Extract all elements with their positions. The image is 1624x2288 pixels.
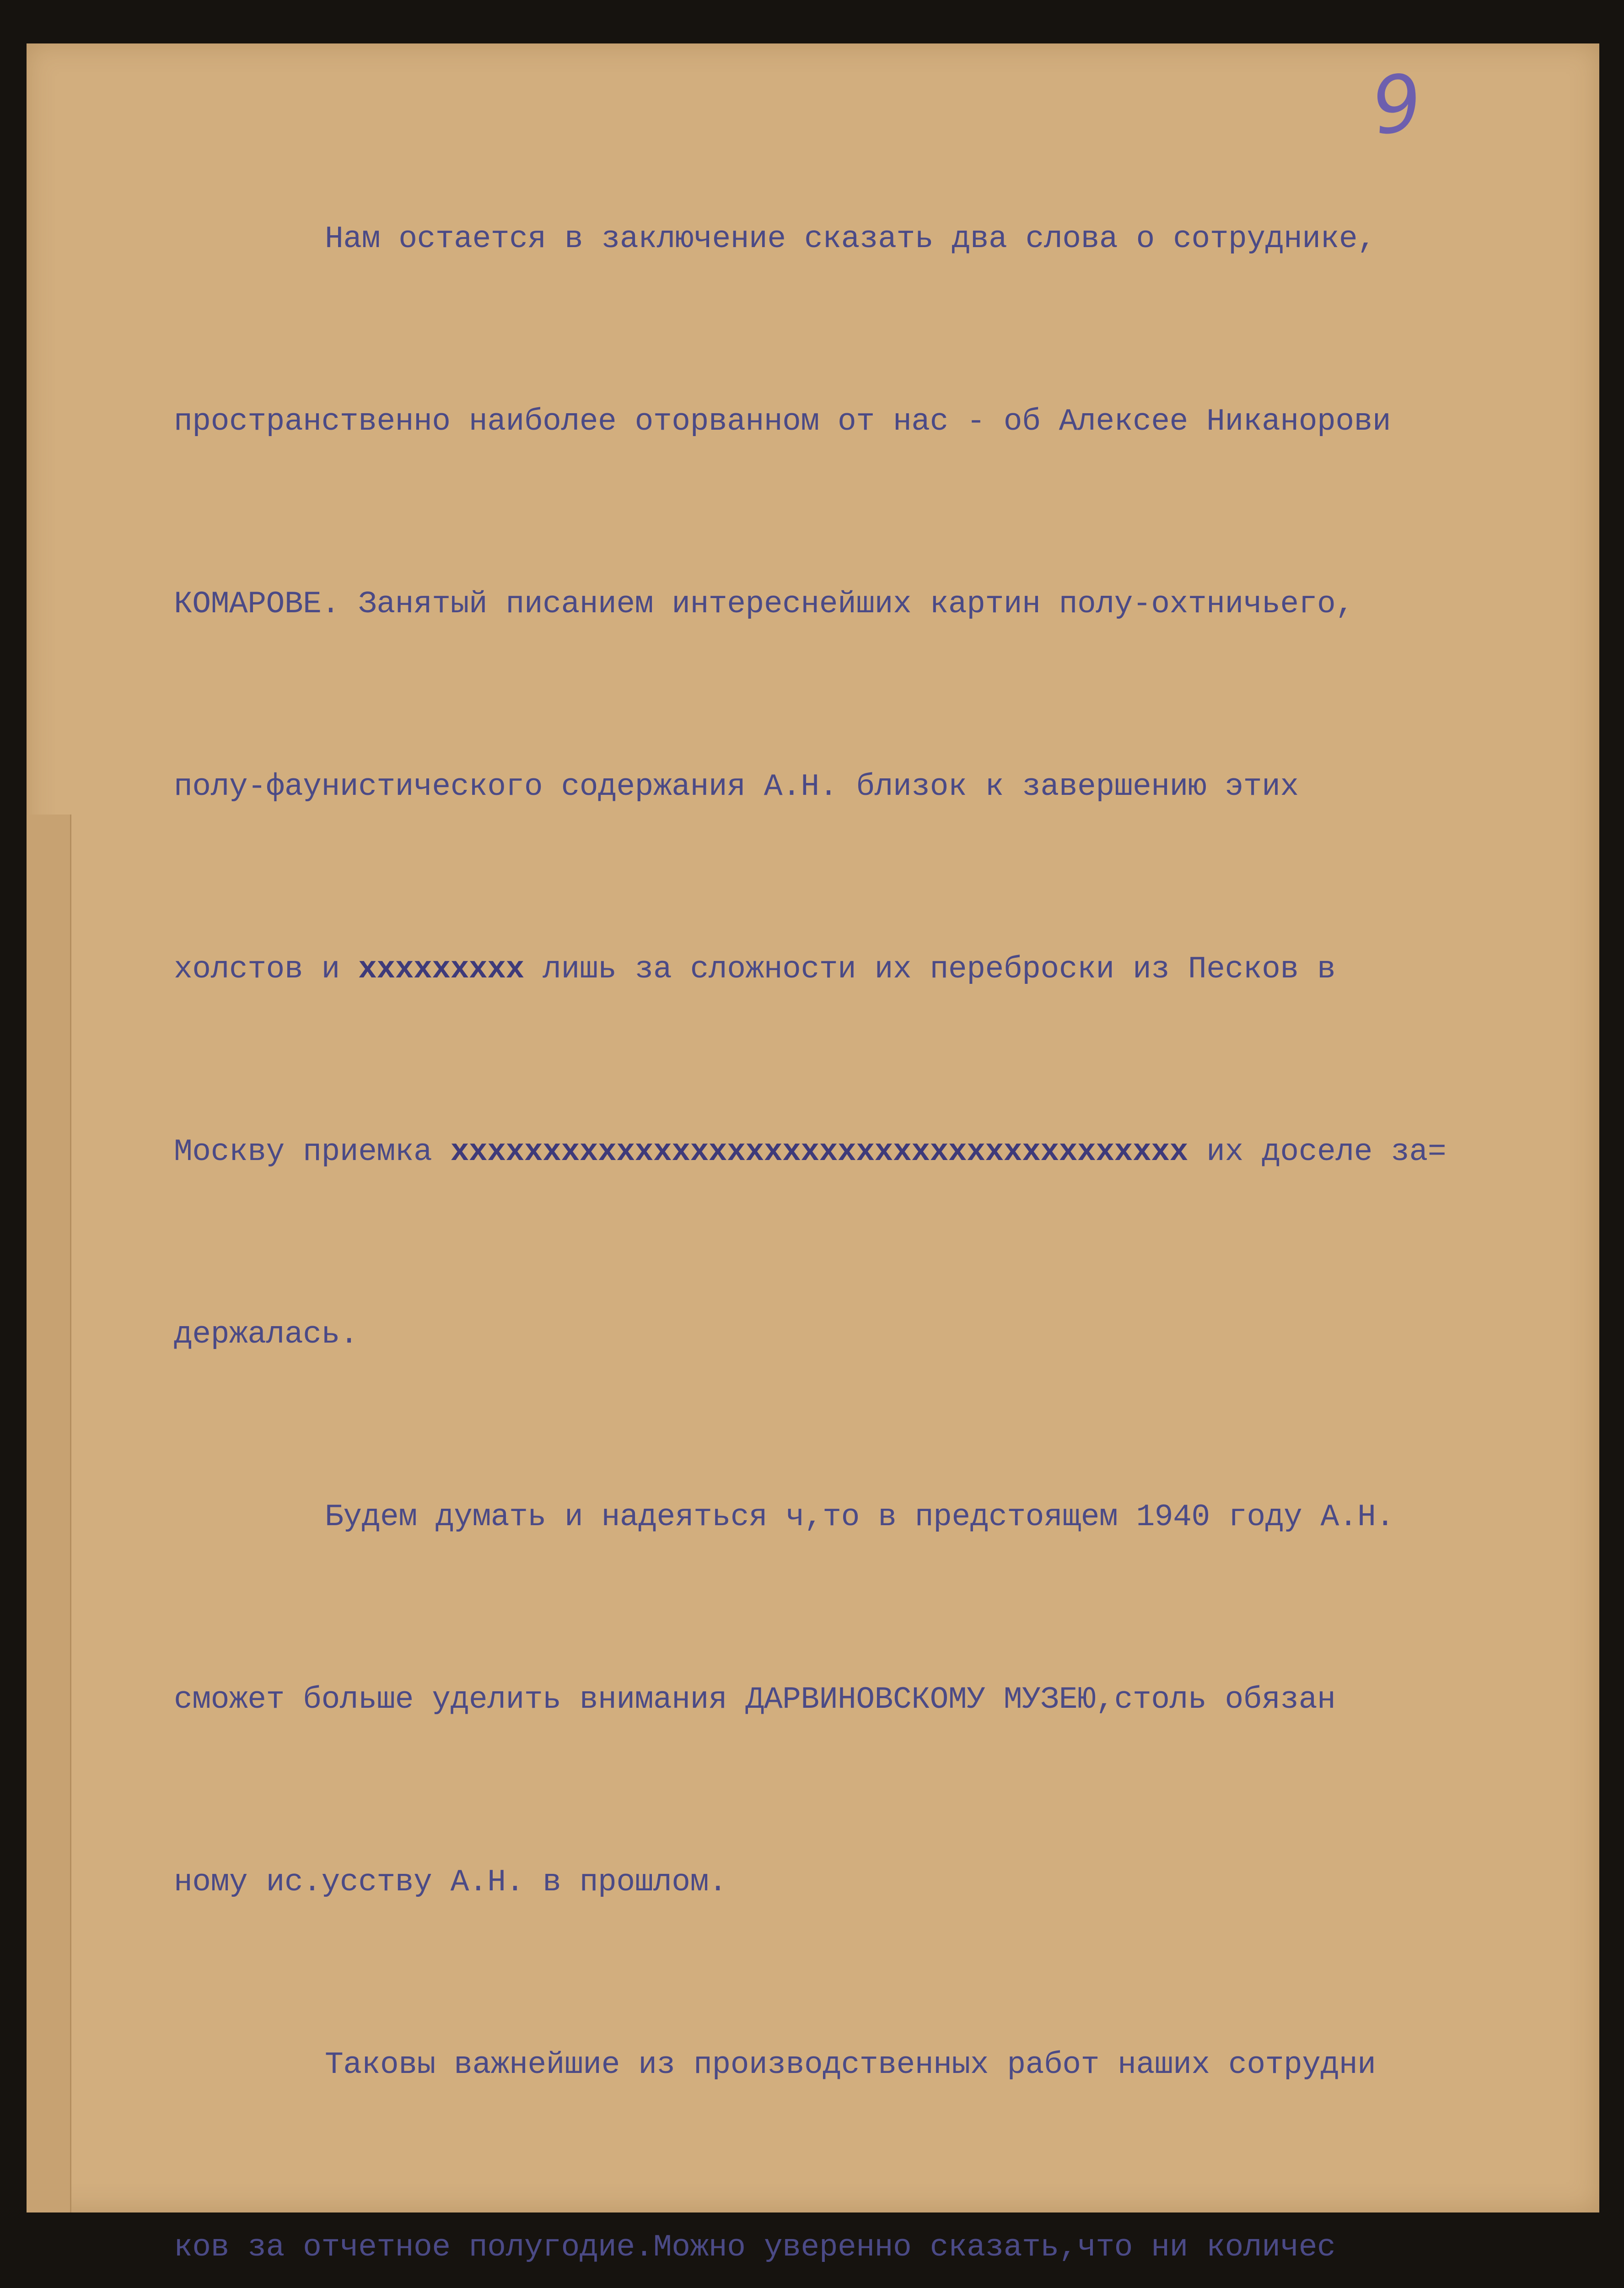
text-line: ков за отчетное полугодие.Можно уверенно сказать,что ни количес: [174, 2230, 1336, 2265]
page-fold: [27, 815, 71, 2212]
text-line: полу-фаунистического содержания А.Н. близок к завершению этих: [174, 769, 1299, 804]
typed-text: [174, 87, 1583, 2288]
text-line: Таковы важнейшие из производственных работ наших сотрудни: [325, 2047, 1376, 2083]
text-line: держалась.: [174, 1317, 359, 1352]
folio-number: 9: [1366, 56, 1428, 153]
text-line: Нам остается в заключение сказать два слова о сотруднике,: [325, 221, 1376, 257]
text-line: холстов и xxxxxxxxx лишь за сложности их переброски из Песков в: [174, 952, 1336, 987]
struck-text: xxxxxxxxxxxxxxxxxxxxxxxxxxxxxxxxxxxxxxxx: [450, 1134, 1188, 1170]
text-line: Будем думать и надеяться ч,то в предстоящем 1940 году А.Н.: [325, 1500, 1394, 1535]
text-line: пространственно наиболее оторванном от нас - об Алексее Никанорови: [174, 404, 1391, 439]
text-line: Москву приемка xxxxxxxxxxxxxxxxxxxxxxxxxxxxxxxxxxxxxxxx их доселе за=: [174, 1134, 1447, 1170]
text-line: КОМАРОВЕ. Занятый писанием интереснейших картин полу-охтничьего,: [174, 587, 1354, 622]
text-line: ному ис.усству А.Н. в прошлом.: [174, 1865, 727, 1900]
struck-text: xxxxxxxxx: [358, 952, 524, 987]
text-line: сможет больше уделить внимания ДАРВИНОВСКОМУ МУЗЕЮ,столь обязан: [174, 1682, 1336, 1717]
